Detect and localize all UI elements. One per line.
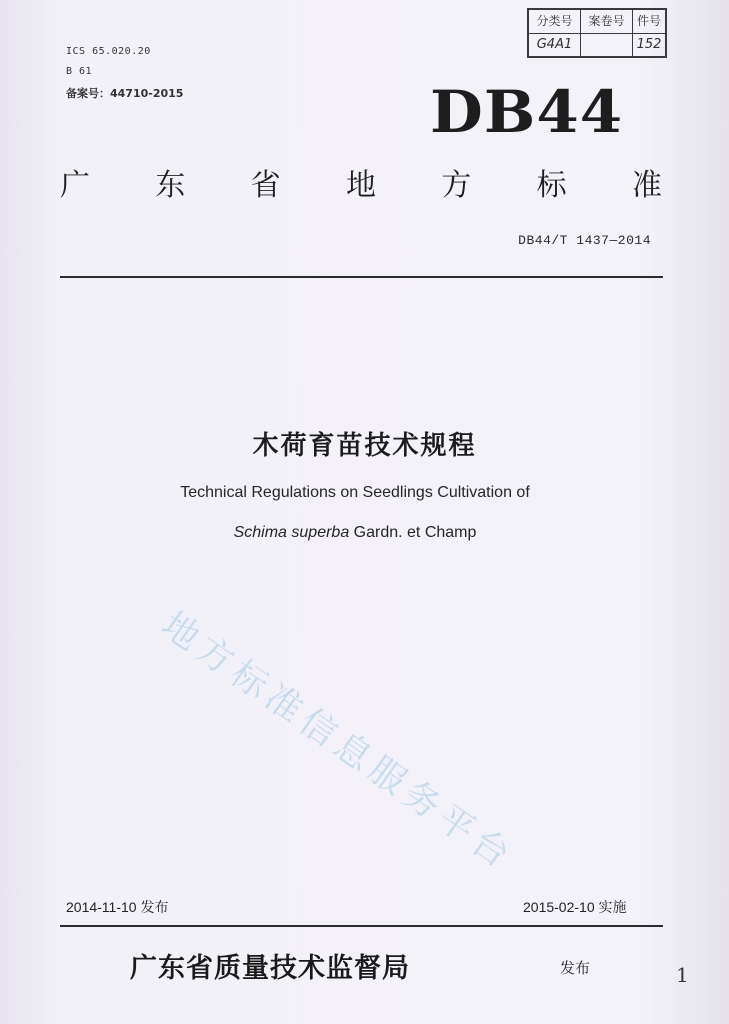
standard-type-char: 东 — [155, 168, 186, 203]
publish-label: 发布 — [560, 959, 591, 977]
top-divider — [60, 276, 663, 278]
stamp-value-category: G4A1 — [529, 34, 581, 56]
ics-code: ICS 65.020.20 — [66, 46, 151, 57]
stamp-header-file: 案卷号 — [581, 10, 633, 34]
title-chinese: 木荷育苗技术规程 — [252, 431, 477, 461]
stamp-header-category: 分类号 — [529, 10, 581, 34]
record-number: 备案号：44710-2015 — [66, 87, 184, 100]
standard-code: DB44/T 1437—2014 — [518, 233, 651, 248]
standard-type-char: 省 — [250, 168, 281, 203]
stamp-header-item: 件号 — [633, 10, 665, 34]
title-english-line1: Technical Regulations on Seedlings Cultivation of — [180, 484, 530, 501]
standard-type-char: 地 — [345, 168, 376, 203]
stamp-value-item: 152 — [636, 37, 662, 52]
title-english-line2 — [0, 524, 710, 542]
archive-stamp — [527, 8, 667, 58]
watermark: 地方标准信息服务平台 — [153, 604, 522, 880]
page-number: 1 — [676, 963, 689, 987]
ccs-code: B 61 — [66, 66, 93, 77]
species-authority: Gardn. et Champ — [349, 524, 477, 541]
standard-type-heading — [60, 160, 662, 204]
stamp-value-file — [581, 34, 633, 56]
release-date: 2014-11-10 发布 — [66, 899, 169, 915]
implement-date: 2015-02-10 实施 — [523, 899, 627, 915]
standard-type-char: 方 — [441, 168, 472, 203]
standard-type-char: 准 — [631, 168, 662, 203]
publisher-name: 广东省质量技术监督局 — [130, 953, 410, 984]
bottom-divider — [60, 925, 663, 927]
db44-logo: DB44 — [430, 78, 624, 146]
species-name: Schima superba — [233, 524, 350, 541]
standard-type-char: 广 — [60, 168, 90, 203]
standard-type-char: 标 — [536, 168, 567, 203]
